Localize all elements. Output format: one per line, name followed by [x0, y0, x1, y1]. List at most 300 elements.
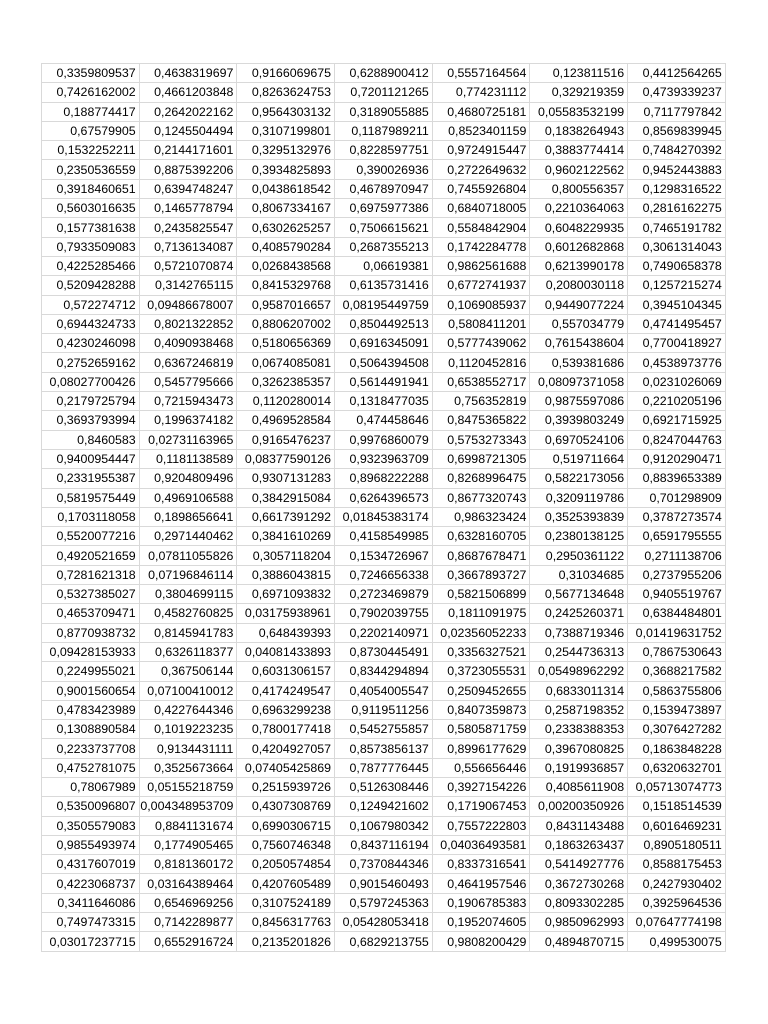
table-cell[interactable]: 0,1245504494: [139, 121, 237, 140]
table-cell[interactable]: 0,6328160705: [432, 527, 530, 546]
table-cell[interactable]: 0,8677320743: [432, 488, 530, 507]
table-cell[interactable]: 0,4638319697: [139, 64, 237, 83]
table-cell[interactable]: 0,004348953709: [139, 797, 237, 816]
table-cell[interactable]: 0,5584842904: [432, 218, 530, 237]
table-cell[interactable]: 0,2331955387: [42, 469, 140, 488]
table-cell[interactable]: 0,7615438604: [530, 334, 628, 353]
table-cell[interactable]: 0,05713074773: [628, 777, 726, 796]
table-cell[interactable]: 0,2380138125: [530, 527, 628, 546]
table-cell[interactable]: 0,8841131674: [139, 816, 237, 835]
table-cell[interactable]: 0,3672730268: [530, 874, 628, 893]
table-cell[interactable]: 0,02356052233: [432, 623, 530, 642]
table-cell[interactable]: 0,9307131283: [237, 469, 335, 488]
table-cell[interactable]: 0,07196846114: [139, 565, 237, 584]
table-cell[interactable]: 0,6990306715: [237, 816, 335, 835]
table-cell[interactable]: 0,1298316522: [628, 179, 726, 198]
table-cell[interactable]: 0,3934825893: [237, 160, 335, 179]
table-cell[interactable]: 0,0231026069: [628, 372, 726, 391]
table-cell[interactable]: 0,6829213755: [335, 932, 433, 951]
table-cell[interactable]: 0,1308890584: [42, 720, 140, 739]
table-cell[interactable]: 0,8875392206: [139, 160, 237, 179]
table-cell[interactable]: 0,9165476237: [237, 430, 335, 449]
table-cell[interactable]: 0,6998721305: [432, 449, 530, 468]
table-cell[interactable]: 0,9120290471: [628, 449, 726, 468]
table-cell[interactable]: 0,5777439062: [432, 334, 530, 353]
table-cell[interactable]: 0,03175938961: [237, 604, 335, 623]
table-cell[interactable]: 0,7455926804: [432, 179, 530, 198]
table-cell[interactable]: 0,8337316541: [432, 855, 530, 874]
table-cell[interactable]: 0,4174249547: [237, 681, 335, 700]
table-cell[interactable]: 0,2210364063: [530, 199, 628, 218]
table-cell[interactable]: 0,8021322852: [139, 314, 237, 333]
table-cell[interactable]: 0,08097371058: [530, 372, 628, 391]
table-cell[interactable]: 0,05428053418: [335, 913, 433, 932]
table-cell[interactable]: 0,8730445491: [335, 642, 433, 661]
table-cell[interactable]: 0,1898656641: [139, 507, 237, 526]
table-cell[interactable]: 0,5180656369: [237, 334, 335, 353]
table-cell[interactable]: 0,3688217582: [628, 662, 726, 681]
table-cell[interactable]: 0,800556357: [530, 179, 628, 198]
table-cell[interactable]: 0,5819575449: [42, 488, 140, 507]
table-cell[interactable]: 0,9724915447: [432, 141, 530, 160]
table-cell[interactable]: 0,5822173056: [530, 469, 628, 488]
table-cell[interactable]: 0,3107524189: [237, 893, 335, 912]
table-cell[interactable]: 0,2435825547: [139, 218, 237, 237]
table-cell[interactable]: 0,06619381: [335, 256, 433, 275]
table-cell[interactable]: 0,8839653389: [628, 469, 726, 488]
table-cell[interactable]: 0,8407359873: [432, 700, 530, 719]
table-cell[interactable]: 0,8523401159: [432, 121, 530, 140]
table-cell[interactable]: 0,648439393: [237, 623, 335, 642]
table-cell[interactable]: 0,1952074605: [432, 913, 530, 932]
table-cell[interactable]: 0,6320632701: [628, 758, 726, 777]
table-cell[interactable]: 0,7465191782: [628, 218, 726, 237]
table-cell[interactable]: 0,8268996475: [432, 469, 530, 488]
table-cell[interactable]: 0,2642022162: [139, 102, 237, 121]
table-cell[interactable]: 0,7370844346: [335, 855, 433, 874]
table-cell[interactable]: 0,3841610269: [237, 527, 335, 546]
table-cell[interactable]: 0,6016469231: [628, 816, 726, 835]
table-cell[interactable]: 0,1703118058: [42, 507, 140, 526]
table-cell[interactable]: 0,7142289877: [139, 913, 237, 932]
table-cell[interactable]: 0,6944324733: [42, 314, 140, 333]
table-cell[interactable]: 0,5520077216: [42, 527, 140, 546]
table-cell[interactable]: 0,1863263437: [530, 835, 628, 854]
table-cell[interactable]: 0,5209428288: [42, 276, 140, 295]
table-cell[interactable]: 0,9452443883: [628, 160, 726, 179]
table-cell[interactable]: 0,8181360172: [139, 855, 237, 874]
table-cell[interactable]: 0,8687678471: [432, 546, 530, 565]
table-cell[interactable]: 0,05155218759: [139, 777, 237, 796]
table-cell[interactable]: 0,3842915084: [237, 488, 335, 507]
table-cell[interactable]: 0,4158549985: [335, 527, 433, 546]
table-cell[interactable]: 0,0268438568: [237, 256, 335, 275]
table-cell[interactable]: 0,1318477035: [335, 392, 433, 411]
table-cell[interactable]: 0,4538973776: [628, 353, 726, 372]
table-cell[interactable]: 0,6617391292: [237, 507, 335, 526]
table-cell[interactable]: 0,1774905465: [139, 835, 237, 854]
table-cell[interactable]: 0,78067989: [42, 777, 140, 796]
table-cell[interactable]: 0,557034779: [530, 314, 628, 333]
table-cell[interactable]: 0,7201121265: [335, 83, 433, 102]
table-cell[interactable]: 0,9166069675: [237, 64, 335, 83]
table-cell[interactable]: 0,556656446: [432, 758, 530, 777]
table-cell[interactable]: 0,9001560654: [42, 681, 140, 700]
table-cell[interactable]: 0,986323424: [432, 507, 530, 526]
table-cell[interactable]: 0,7215943473: [139, 392, 237, 411]
table-cell[interactable]: 0,02731163965: [139, 430, 237, 449]
table-cell[interactable]: 0,7867530643: [628, 642, 726, 661]
table-cell[interactable]: 0,6264396573: [335, 488, 433, 507]
table-cell[interactable]: 0,08195449759: [335, 295, 433, 314]
table-cell[interactable]: 0,6546969256: [139, 893, 237, 912]
table-cell[interactable]: 0,6394748247: [139, 179, 237, 198]
table-cell[interactable]: 0,7497473315: [42, 913, 140, 932]
table-cell[interactable]: 0,3804699115: [139, 585, 237, 604]
table-cell[interactable]: 0,3076427282: [628, 720, 726, 739]
table-cell[interactable]: 0,2210205196: [628, 392, 726, 411]
table-cell[interactable]: 0,1996374182: [139, 411, 237, 430]
table-cell[interactable]: 0,1518514539: [628, 797, 726, 816]
table-cell[interactable]: 0,6971093832: [237, 585, 335, 604]
table-cell[interactable]: 0,09428153933: [42, 642, 140, 661]
table-cell[interactable]: 0,2202140971: [335, 623, 433, 642]
table-cell[interactable]: 0,8093302285: [530, 893, 628, 912]
table-cell[interactable]: 0,6213990178: [530, 256, 628, 275]
table-cell[interactable]: 0,9808200429: [432, 932, 530, 951]
table-cell[interactable]: 0,7281621318: [42, 565, 140, 584]
table-cell[interactable]: 0,2737955206: [628, 565, 726, 584]
table-cell[interactable]: 0,6963299238: [237, 700, 335, 719]
table-cell[interactable]: 0,6135731416: [335, 276, 433, 295]
table-cell[interactable]: 0,1906785383: [432, 893, 530, 912]
table-cell[interactable]: 0,8573856137: [335, 739, 433, 758]
table-cell[interactable]: 0,1187989211: [335, 121, 433, 140]
table-cell[interactable]: 0,9323963709: [335, 449, 433, 468]
table-cell[interactable]: 0,8996177629: [432, 739, 530, 758]
table-cell[interactable]: 0,4085790284: [237, 237, 335, 256]
table-cell[interactable]: 0,4969106588: [139, 488, 237, 507]
table-cell[interactable]: 0,3107199801: [237, 121, 335, 140]
table-cell[interactable]: 0,4207605489: [237, 874, 335, 893]
table-cell[interactable]: 0,2816162275: [628, 199, 726, 218]
table-cell[interactable]: 0,01845383174: [335, 507, 433, 526]
table-cell[interactable]: 0,4678970947: [335, 179, 433, 198]
table-cell[interactable]: 0,4661203848: [139, 83, 237, 102]
table-cell[interactable]: 0,701298909: [628, 488, 726, 507]
table-cell[interactable]: 0,3918460651: [42, 179, 140, 198]
table-cell[interactable]: 0,3667893727: [432, 565, 530, 584]
table-cell[interactable]: 0,2425260371: [530, 604, 628, 623]
table-cell[interactable]: 0,5863755806: [628, 681, 726, 700]
table-cell[interactable]: 0,6538552717: [432, 372, 530, 391]
table-cell[interactable]: 0,7490658378: [628, 256, 726, 275]
table-cell[interactable]: 0,1249421602: [335, 797, 433, 816]
table-cell[interactable]: 0,8475365822: [432, 411, 530, 430]
table-cell[interactable]: 0,5753273343: [432, 430, 530, 449]
table-cell[interactable]: 0,4227644346: [139, 700, 237, 719]
table-cell[interactable]: 0,9587016657: [237, 295, 335, 314]
table-cell[interactable]: 0,3787273574: [628, 507, 726, 526]
table-cell[interactable]: 0,5327385027: [42, 585, 140, 604]
table-cell[interactable]: 0,2080030118: [530, 276, 628, 295]
table-cell[interactable]: 0,3883774414: [530, 141, 628, 160]
table-cell[interactable]: 0,4680725181: [432, 102, 530, 121]
table-cell[interactable]: 0,6326118377: [139, 642, 237, 661]
table-cell[interactable]: 0,6302625257: [237, 218, 335, 237]
table-cell[interactable]: 0,3359809537: [42, 64, 140, 83]
table-cell[interactable]: 0,1120452816: [432, 353, 530, 372]
table-cell[interactable]: 0,499530075: [628, 932, 726, 951]
table-cell[interactable]: 0,3939803249: [530, 411, 628, 430]
table-cell[interactable]: 0,4920521659: [42, 546, 140, 565]
table-cell[interactable]: 0,5126308446: [335, 777, 433, 796]
table-cell[interactable]: 0,3057118204: [237, 546, 335, 565]
table-cell[interactable]: 0,2233737708: [42, 739, 140, 758]
table-cell[interactable]: 0,4641957546: [432, 874, 530, 893]
table-cell[interactable]: 0,08377590126: [237, 449, 335, 468]
table-cell[interactable]: 0,2950361122: [530, 546, 628, 565]
table-cell[interactable]: 0,6916345091: [335, 334, 433, 353]
table-cell[interactable]: 0,2179725794: [42, 392, 140, 411]
table-cell[interactable]: 0,8456317763: [237, 913, 335, 932]
table-cell[interactable]: 0,2722649632: [432, 160, 530, 179]
table-cell[interactable]: 0,9564303132: [237, 102, 335, 121]
table-cell[interactable]: 0,3927154226: [432, 777, 530, 796]
table-cell[interactable]: 0,4230246098: [42, 334, 140, 353]
table-cell[interactable]: 0,03164389464: [139, 874, 237, 893]
table-cell[interactable]: 0,7877776445: [335, 758, 433, 777]
table-cell[interactable]: 0,4204927057: [237, 739, 335, 758]
table-cell[interactable]: 0,756352819: [432, 392, 530, 411]
table-cell[interactable]: 0,7246656338: [335, 565, 433, 584]
table-cell[interactable]: 0,1019223235: [139, 720, 237, 739]
table-cell[interactable]: 0,8415329768: [237, 276, 335, 295]
table-cell[interactable]: 0,5414927776: [530, 855, 628, 874]
table-cell[interactable]: 0,6772741937: [432, 276, 530, 295]
table-cell[interactable]: 0,188774417: [42, 102, 140, 121]
table-cell[interactable]: 0,3693793994: [42, 411, 140, 430]
table-cell[interactable]: 0,8431143488: [530, 816, 628, 835]
table-cell[interactable]: 0,1257215274: [628, 276, 726, 295]
table-cell[interactable]: 0,31034685: [530, 565, 628, 584]
table-cell[interactable]: 0,9862561688: [432, 256, 530, 275]
table-cell[interactable]: 0,329219359: [530, 83, 628, 102]
table-cell[interactable]: 0,09486678007: [139, 295, 237, 314]
table-cell[interactable]: 0,7557222803: [432, 816, 530, 835]
table-cell[interactable]: 0,3525393839: [530, 507, 628, 526]
table-cell[interactable]: 0,8067334167: [237, 199, 335, 218]
table-cell[interactable]: 0,6367246819: [139, 353, 237, 372]
table-cell[interactable]: 0,1838264943: [530, 121, 628, 140]
table-cell[interactable]: 0,5821506899: [432, 585, 530, 604]
table-cell[interactable]: 0,6591795555: [628, 527, 726, 546]
table-cell[interactable]: 0,7426162002: [42, 83, 140, 102]
table-cell[interactable]: 0,9855493974: [42, 835, 140, 854]
table-cell[interactable]: 0,0674085081: [237, 353, 335, 372]
table-cell[interactable]: 0,1465778794: [139, 199, 237, 218]
table-cell[interactable]: 0,0438618542: [237, 179, 335, 198]
table-cell[interactable]: 0,07100410012: [139, 681, 237, 700]
table-cell[interactable]: 0,5452755857: [335, 720, 433, 739]
table-cell[interactable]: 0,7506615621: [335, 218, 433, 237]
table-cell[interactable]: 0,1069085937: [432, 295, 530, 314]
table-cell[interactable]: 0,3189055885: [335, 102, 433, 121]
table-cell[interactable]: 0,4739339237: [628, 83, 726, 102]
table-cell[interactable]: 0,4969528584: [237, 411, 335, 430]
table-cell[interactable]: 0,8247044763: [628, 430, 726, 449]
table-cell[interactable]: 0,07811055826: [139, 546, 237, 565]
table-cell[interactable]: 0,8263624753: [237, 83, 335, 102]
table-cell[interactable]: 0,2587198352: [530, 700, 628, 719]
table-cell[interactable]: 0,8806207002: [237, 314, 335, 333]
table-cell[interactable]: 0,2050574854: [237, 855, 335, 874]
table-cell[interactable]: 0,8344294894: [335, 662, 433, 681]
table-cell[interactable]: 0,6975977386: [335, 199, 433, 218]
table-cell[interactable]: 0,474458646: [335, 411, 433, 430]
table-cell[interactable]: 0,3525673664: [139, 758, 237, 777]
table-cell[interactable]: 0,4225285466: [42, 256, 140, 275]
table-cell[interactable]: 0,3142765115: [139, 276, 237, 295]
table-cell[interactable]: 0,5350096807: [42, 797, 140, 816]
table-cell[interactable]: 0,7560746348: [237, 835, 335, 854]
table-cell[interactable]: 0,9119511256: [335, 700, 433, 719]
table-cell[interactable]: 0,4412564265: [628, 64, 726, 83]
table-cell[interactable]: 0,6840718005: [432, 199, 530, 218]
table-cell[interactable]: 0,8437116194: [335, 835, 433, 854]
table-cell[interactable]: 0,7388719346: [530, 623, 628, 642]
table-cell[interactable]: 0,1577381638: [42, 218, 140, 237]
table-cell[interactable]: 0,390026936: [335, 160, 433, 179]
table-cell[interactable]: 0,8968222288: [335, 469, 433, 488]
table-cell[interactable]: 0,3945104345: [628, 295, 726, 314]
table-cell[interactable]: 0,8588175453: [628, 855, 726, 874]
table-cell[interactable]: 0,3925964536: [628, 893, 726, 912]
table-cell[interactable]: 0,9449077224: [530, 295, 628, 314]
table-cell[interactable]: 0,2338388353: [530, 720, 628, 739]
table-cell[interactable]: 0,572274712: [42, 295, 140, 314]
table-cell[interactable]: 0,8145941783: [139, 623, 237, 642]
table-cell[interactable]: 0,7117797842: [628, 102, 726, 121]
table-cell[interactable]: 0,5557164564: [432, 64, 530, 83]
table-cell[interactable]: 0,5797245363: [335, 893, 433, 912]
table-cell[interactable]: 0,4085611908: [530, 777, 628, 796]
table-cell[interactable]: 0,1181138589: [139, 449, 237, 468]
table-cell[interactable]: 0,8905180511: [628, 835, 726, 854]
table-cell[interactable]: 0,6012682868: [530, 237, 628, 256]
table-cell[interactable]: 0,4307308769: [237, 797, 335, 816]
table-cell[interactable]: 0,4317607019: [42, 855, 140, 874]
table-cell[interactable]: 0,8569839945: [628, 121, 726, 140]
table-cell[interactable]: 0,4783423989: [42, 700, 140, 719]
table-cell[interactable]: 0,3209119786: [530, 488, 628, 507]
table-cell[interactable]: 0,6048229935: [530, 218, 628, 237]
table-cell[interactable]: 0,2544736313: [530, 642, 628, 661]
table-cell[interactable]: 0,2515939726: [237, 777, 335, 796]
table-cell[interactable]: 0,2427930402: [628, 874, 726, 893]
table-cell[interactable]: 0,4894870715: [530, 932, 628, 951]
table-cell[interactable]: 0,4752781075: [42, 758, 140, 777]
table-cell[interactable]: 0,07405425869: [237, 758, 335, 777]
table-cell[interactable]: 0,2249955021: [42, 662, 140, 681]
table-cell[interactable]: 0,07647774198: [628, 913, 726, 932]
table-cell[interactable]: 0,774231112: [432, 83, 530, 102]
table-cell[interactable]: 0,9976860079: [335, 430, 433, 449]
table-cell[interactable]: 0,8460583: [42, 430, 140, 449]
table-cell[interactable]: 0,3295132976: [237, 141, 335, 160]
table-cell[interactable]: 0,9850962993: [530, 913, 628, 932]
table-cell[interactable]: 0,7700418927: [628, 334, 726, 353]
table-cell[interactable]: 0,4090938468: [139, 334, 237, 353]
table-cell[interactable]: 0,3967080825: [530, 739, 628, 758]
table-cell[interactable]: 0,3262385357: [237, 372, 335, 391]
table-cell[interactable]: 0,2711138706: [628, 546, 726, 565]
table-cell[interactable]: 0,5064394508: [335, 353, 433, 372]
table-cell[interactable]: 0,9134431111: [139, 739, 237, 758]
table-cell[interactable]: 0,6921715925: [628, 411, 726, 430]
table-cell[interactable]: 0,9405519767: [628, 585, 726, 604]
table-cell[interactable]: 0,9875597086: [530, 392, 628, 411]
table-cell[interactable]: 0,6384484801: [628, 604, 726, 623]
table-cell[interactable]: 0,9015460493: [335, 874, 433, 893]
table-cell[interactable]: 0,1742284778: [432, 237, 530, 256]
table-cell[interactable]: 0,3061314043: [628, 237, 726, 256]
table-cell[interactable]: 0,3723055531: [432, 662, 530, 681]
table-cell[interactable]: 0,1811091975: [432, 604, 530, 623]
table-cell[interactable]: 0,05583532199: [530, 102, 628, 121]
table-cell[interactable]: 0,1719067453: [432, 797, 530, 816]
table-cell[interactable]: 0,5677134648: [530, 585, 628, 604]
table-cell[interactable]: 0,5805871759: [432, 720, 530, 739]
table-cell[interactable]: 0,2135201826: [237, 932, 335, 951]
table-cell[interactable]: 0,1863848228: [628, 739, 726, 758]
table-cell[interactable]: 0,67579905: [42, 121, 140, 140]
table-cell[interactable]: 0,7800177418: [237, 720, 335, 739]
table-cell[interactable]: 0,2752659162: [42, 353, 140, 372]
table-cell[interactable]: 0,5603016635: [42, 199, 140, 218]
table-cell[interactable]: 0,4582760825: [139, 604, 237, 623]
table-cell[interactable]: 0,7902039755: [335, 604, 433, 623]
table-cell[interactable]: 0,7484270392: [628, 141, 726, 160]
table-cell[interactable]: 0,5808411201: [432, 314, 530, 333]
table-cell[interactable]: 0,2971440462: [139, 527, 237, 546]
table-cell[interactable]: 0,2350536559: [42, 160, 140, 179]
table-cell[interactable]: 0,1534726967: [335, 546, 433, 565]
table-cell[interactable]: 0,3886043815: [237, 565, 335, 584]
table-cell[interactable]: 0,539381686: [530, 353, 628, 372]
table-cell[interactable]: 0,9400954447: [42, 449, 140, 468]
table-cell[interactable]: 0,1120280014: [237, 392, 335, 411]
table-cell[interactable]: 0,03017237715: [42, 932, 140, 951]
table-cell[interactable]: 0,3411646086: [42, 893, 140, 912]
table-cell[interactable]: 0,8228597751: [335, 141, 433, 160]
table-cell[interactable]: 0,04081433893: [237, 642, 335, 661]
table-cell[interactable]: 0,4741495457: [628, 314, 726, 333]
table-cell[interactable]: 0,01419631752: [628, 623, 726, 642]
table-cell[interactable]: 0,3356327521: [432, 642, 530, 661]
table-cell[interactable]: 0,4054005547: [335, 681, 433, 700]
table-cell[interactable]: 0,00200350926: [530, 797, 628, 816]
table-cell[interactable]: 0,7136134087: [139, 237, 237, 256]
table-cell[interactable]: 0,7933509083: [42, 237, 140, 256]
table-cell[interactable]: 0,519711664: [530, 449, 628, 468]
table-cell[interactable]: 0,2687355213: [335, 237, 433, 256]
table-cell[interactable]: 0,123811516: [530, 64, 628, 83]
table-cell[interactable]: 0,05498962292: [530, 662, 628, 681]
table-cell[interactable]: 0,6833011314: [530, 681, 628, 700]
table-cell[interactable]: 0,04036493581: [432, 835, 530, 854]
table-cell[interactable]: 0,5457795666: [139, 372, 237, 391]
